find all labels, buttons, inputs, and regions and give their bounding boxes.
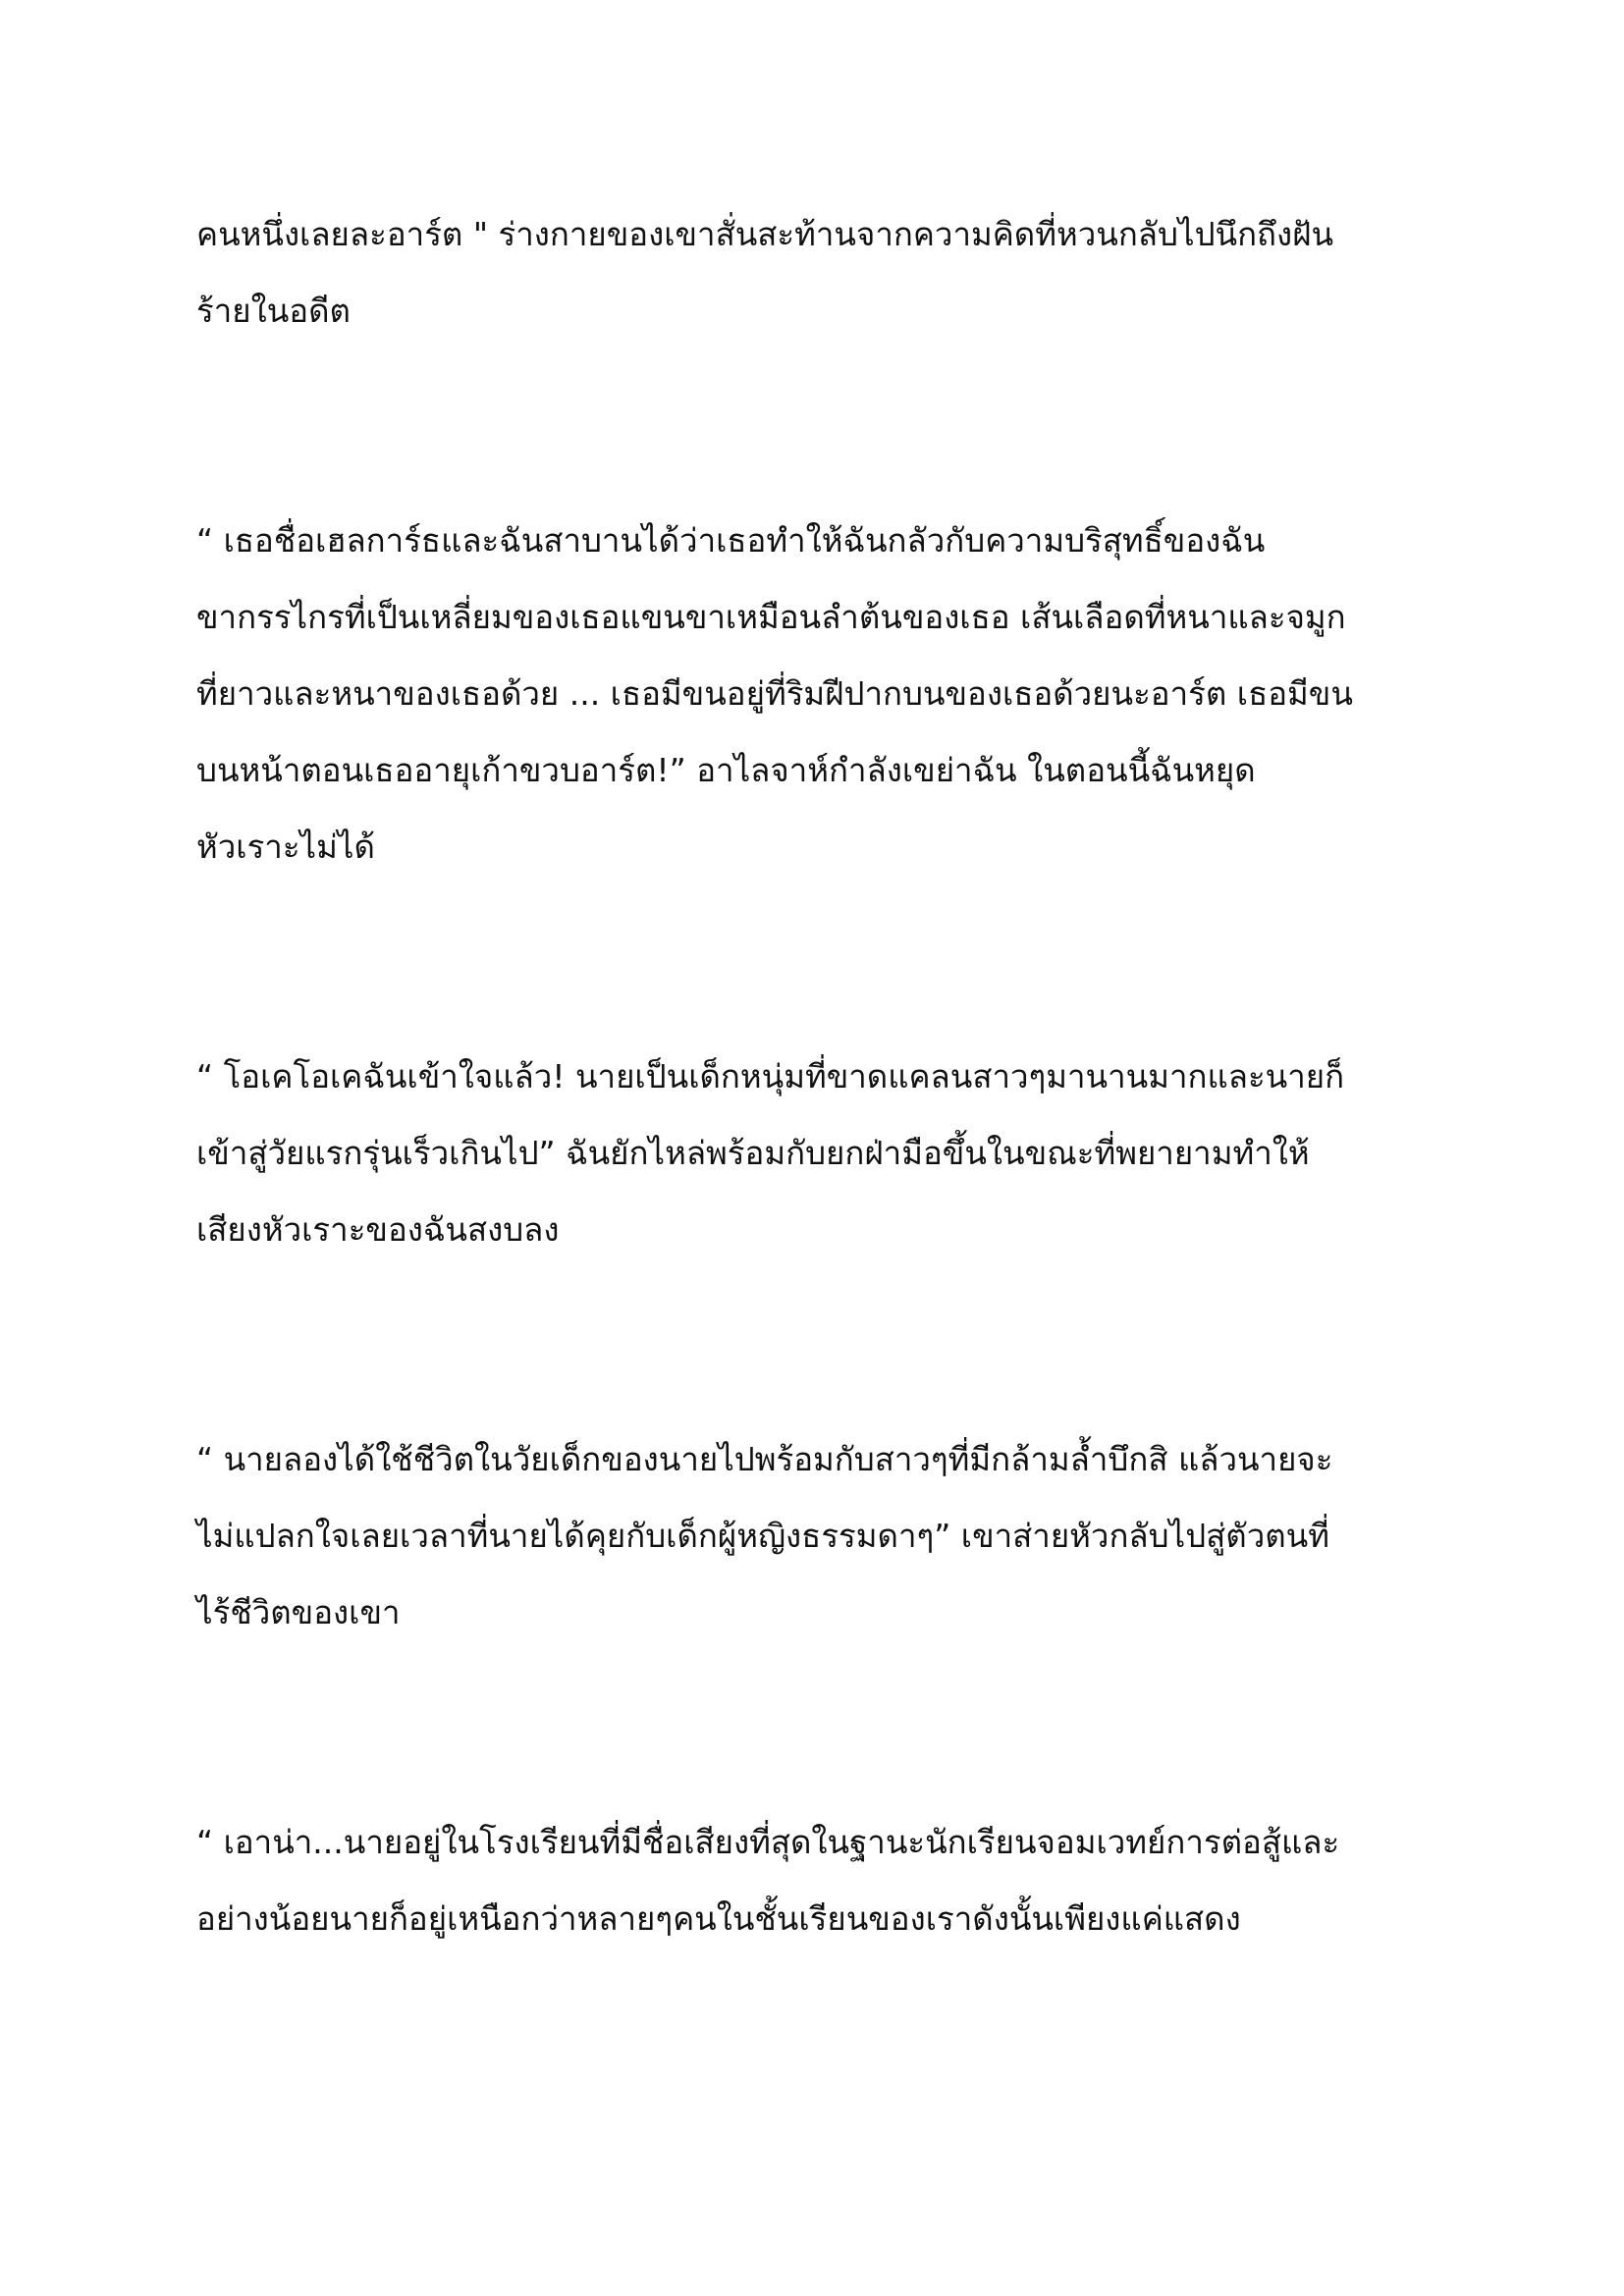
text-line: ไม่แปลกใจเลยเวลาที่นายได้คุยกับเด็กผู้หญิงธรรมดาๆ” เขาส่ายหัวกลับไปสู่ตัวตนที่ xyxy=(196,1517,1329,1555)
paragraph-2 xyxy=(196,503,1443,885)
text-line: เข้าสู่วัยแรกรุ่นเร็วเกินไป” ฉันยักไหล่พร้อมกับยกฝ่ามือขึ้นในขณะที่พยายามทำให้ xyxy=(196,1134,1310,1172)
text-line: คนหนึ่งเลยละอาร์ต " ร่างกายของเขาสั่นสะท้านจากความคิดที่หวนกลับไปนึกถึงฝัน xyxy=(196,215,1334,253)
text-line: “ โอเคโอเคฉันเข้าใจแล้ว! นายเป็นเด็กหนุ่มที่ขาดแคลนสาวๆมานานมากและนายก็ xyxy=(196,1057,1345,1095)
text-line: ไร้ชีวิตของเขา xyxy=(196,1593,401,1631)
paragraph-4 xyxy=(196,1421,1443,1651)
paragraph-3 xyxy=(196,1039,1443,1268)
text-line: “ เธอชื่อเฮลการ์ธและฉันสาบานได้ว่าเธอทำให้ฉันกลัวกับความบริสุทธิ์ของฉัน xyxy=(196,521,1266,560)
text-line: เสียงหัวเราะของฉันสงบลง xyxy=(196,1210,560,1249)
text-line: บนหน้าตอนเธออายุเก้าขวบอาร์ต!” อาไลจาห์กำลังเขย่าฉัน ในตอนนี้ฉันหยุด xyxy=(196,751,1256,789)
document-body xyxy=(196,196,1443,2110)
text-line: ที่ยาวและหนาของเธอด้วย ... เธอมีขนอยู่ที่ริมฝีปากบนของเธอด้วยนะอาร์ต เธอมีขน xyxy=(196,674,1353,713)
text-line: ร้ายในอดีต xyxy=(196,292,351,330)
text-line: หัวเราะไม่ได้ xyxy=(196,828,375,866)
text-line: “ นายลองได้ใช้ชีวิตในวัยเด็กของนายไปพร้อมกับสาวๆที่มีกล้ามล้ำบึกสิ แล้วนายจะ xyxy=(196,1440,1333,1478)
text-line: ขากรรไกรที่เป็นเหลี่ยมของเธอแขนขาเหมือนลำต้นของเธอ เส้นเลือดที่หนาและจมูก xyxy=(196,598,1346,636)
text-line: “ เอาน่า...นายอยู่ในโรงเรียนที่มีชื่อเสียงที่สุดในฐานะนักเรียนจอมเวทย์การต่อสู้และ xyxy=(196,1823,1340,1861)
paragraph-5 xyxy=(196,1804,1443,1957)
text-line: อย่างน้อยนายก็อยู่เหนือกว่าหลายๆคนในชั้นเรียนของเราดังนั้นเพียงแค่แสดง xyxy=(196,1899,1241,1938)
paragraph-1 xyxy=(196,196,1443,349)
